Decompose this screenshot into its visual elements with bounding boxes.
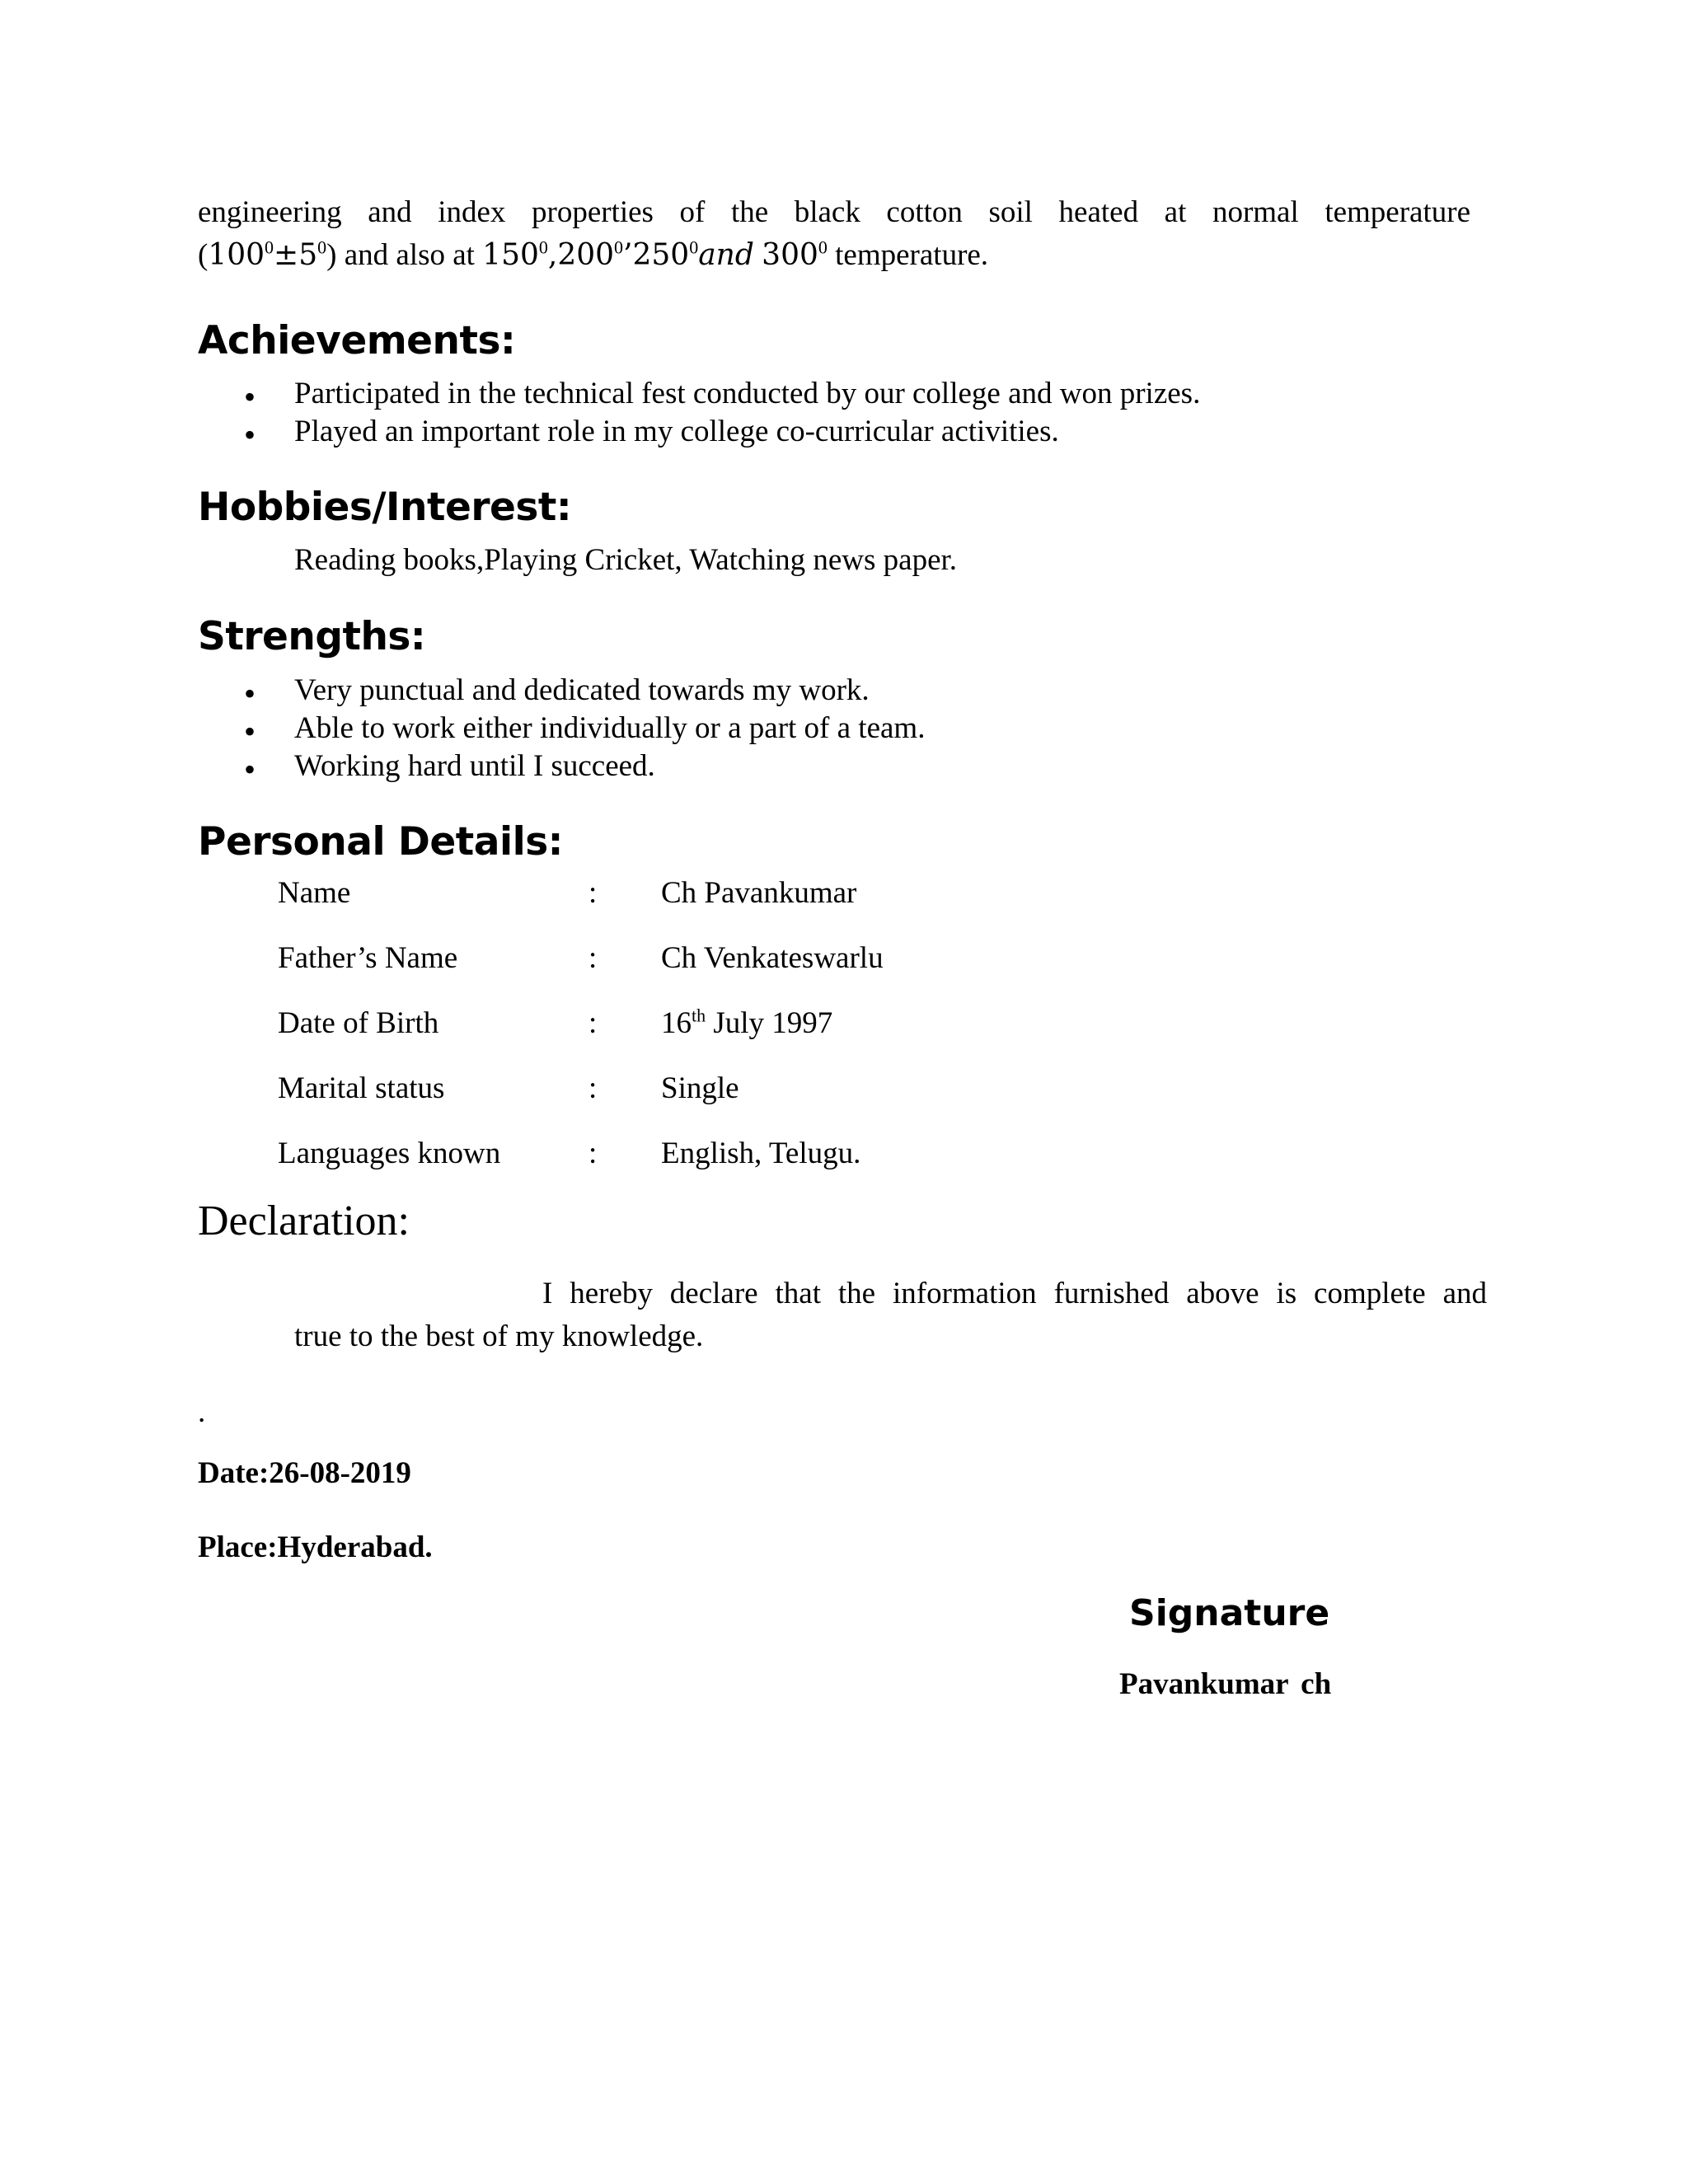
strengths-heading: Strengths: [198,614,426,659]
hobbies-heading: Hobbies/Interest: [198,485,572,530]
detail-label: Father’s Name [278,941,458,975]
bullet-icon: • [244,416,256,453]
signature-heading: Signature [1129,1592,1330,1634]
achievements-heading: Achievements: [198,318,516,363]
detail-label: Languages known [278,1137,501,1170]
detail-label: Marital status [278,1071,445,1105]
signature-name: Pavankumar ch [1119,1667,1332,1701]
intro-paragraph [198,191,1470,277]
detail-separator: : [588,1137,598,1170]
intro-line-1: engineering and index properties of the black cotton soil heated at normal temperature [198,195,1470,229]
detail-label: Name [278,876,351,910]
personal-details-heading: Personal Details: [198,819,563,865]
detail-label: Date of Birth [278,1006,439,1040]
achievement-item: Participated in the technical fest conducted by our college and won prizes. [294,377,1201,410]
detail-value: English, Telugu. [661,1137,861,1170]
bullet-icon: • [244,378,256,415]
declaration-line-1: I hereby declare that the information furnished above is complete and [542,1277,1487,1310]
detail-value: Ch Venkateswarlu [661,941,884,975]
declaration-heading: Declaration: [198,1197,410,1244]
detail-separator: : [588,941,598,975]
detail-separator: : [588,1006,598,1040]
bullet-icon: • [244,751,256,788]
hobbies-text: Reading books,Playing Cricket, Watching news paper. [294,543,958,577]
detail-value: Ch Pavankumar [661,876,857,910]
detail-value: 16th July 1997 [661,1005,833,1040]
achievement-item: Played an important role in my college co-curricular activities. [294,415,1059,448]
date-label: Date:26-08-2019 [198,1456,411,1490]
detail-value: Single [661,1071,739,1105]
strength-item: Working hard until I succeed. [294,749,655,783]
strength-item: Very punctual and dedicated towards my work. [294,673,870,707]
strength-item: Able to work either individually or a part of a team. [294,711,926,745]
bullet-icon: • [244,713,256,750]
declaration-line-2: true to the best of my knowledge. [294,1319,704,1353]
bullet-icon: • [244,675,256,712]
intro-line-2: $(100^0\pm 5^0)$ and also at $150^0,200^0’250^0and$ $300^0$ temperature. [198,237,989,272]
declaration-dot: . [198,1395,206,1429]
detail-separator: : [588,1071,598,1105]
place-label: Place:Hyderabad. [198,1530,433,1564]
detail-separator: : [588,876,598,910]
